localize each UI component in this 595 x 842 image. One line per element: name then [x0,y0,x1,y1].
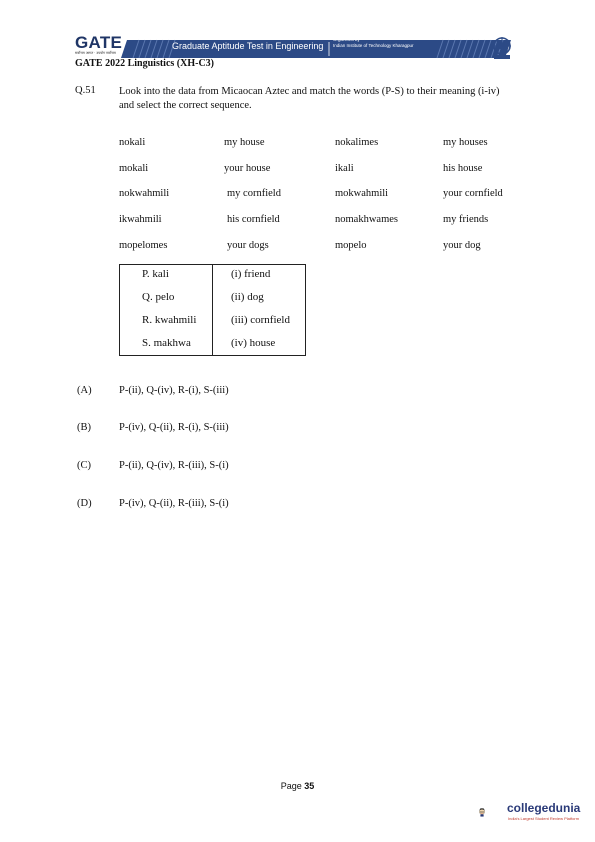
meaning: your dogs [227,240,269,251]
word: ikali [335,163,354,174]
word: nokali [119,137,146,148]
option-d-text[interactable]: P-(iv), Q-(ii), R-(iii), S-(i) [119,498,229,509]
table-left-cell: R. kwahmili [142,314,197,326]
option-letter: (A) [77,385,92,396]
word: mokali [119,163,149,174]
match-table [119,264,306,356]
option-letter: (D) [77,498,92,509]
word: nomakhwames [335,214,398,225]
option-a-text[interactable]: P-(ii), Q-(iv), R-(i), S-(iii) [119,385,229,396]
table-left-cell: Q. pelo [142,291,175,303]
table-divider [212,265,213,355]
table-right-cell: (iv) house [231,337,276,349]
meaning: my friends [443,214,489,225]
meaning: my cornfield [227,188,281,199]
option-b-text[interactable]: P-(iv), Q-(ii), R-(i), S-(iii) [119,422,229,433]
organized-by-label: Organised by [333,37,360,42]
iit-emblem-icon [491,36,513,60]
page-number-value: 35 [304,781,315,791]
gate-logo [73,33,123,57]
option-c-text[interactable]: P-(ii), Q-(iv), R-(iii), S-(i) [119,460,229,471]
page-number [0,781,595,791]
meaning: my house [224,137,265,148]
gate-logo-text: GATE [75,33,123,52]
meaning: his cornfield [227,214,280,225]
collegedunia-brand: collegedunia [507,801,581,815]
meaning: your dog [443,240,481,251]
question-text: Look into the data from Micaocan Aztec and match the words (P-S) to their meaning (i-iv) and select the correct sequence. [119,86,500,111]
word: ikwahmili [119,214,162,225]
word: mopelo [335,240,367,251]
page-label: Page [280,781,302,791]
table-left-cell: S. makhwa [142,337,191,349]
banner-organizer [333,37,413,49]
organizer-name: Indian Institute of Technology Kharagpur [333,43,414,48]
meaning: your house [224,163,271,174]
meaning: his house [443,163,483,174]
table-left-cell: P. kali [142,268,169,280]
word: nokwahmili [119,188,170,199]
banner-title: Graduate Aptitude Test in Engineering [172,41,324,51]
collegedunia-mascot-icon [478,793,508,831]
gate-logo-tagline: सर्वोत्तम आगत · उपयोग सर्वोत्तम [75,51,116,55]
meaning: your cornfield [443,188,503,199]
question-number: Q.51 [75,85,96,96]
meaning: my houses [443,137,488,148]
document-title: GATE 2022 Linguistics (XH-C3) [75,58,214,69]
collegedunia-tagline: India's Largest Student Review Platform [508,816,580,821]
word: nokalimes [335,137,379,148]
option-letter: (C) [77,460,91,471]
table-right-cell: (ii) dog [231,291,264,303]
table-right-cell: (iii) cornfield [231,314,290,326]
table-right-cell: (i) friend [231,268,271,280]
word: mopelomes [119,240,168,251]
option-letter: (B) [77,422,91,433]
word: mokwahmili [335,188,389,199]
